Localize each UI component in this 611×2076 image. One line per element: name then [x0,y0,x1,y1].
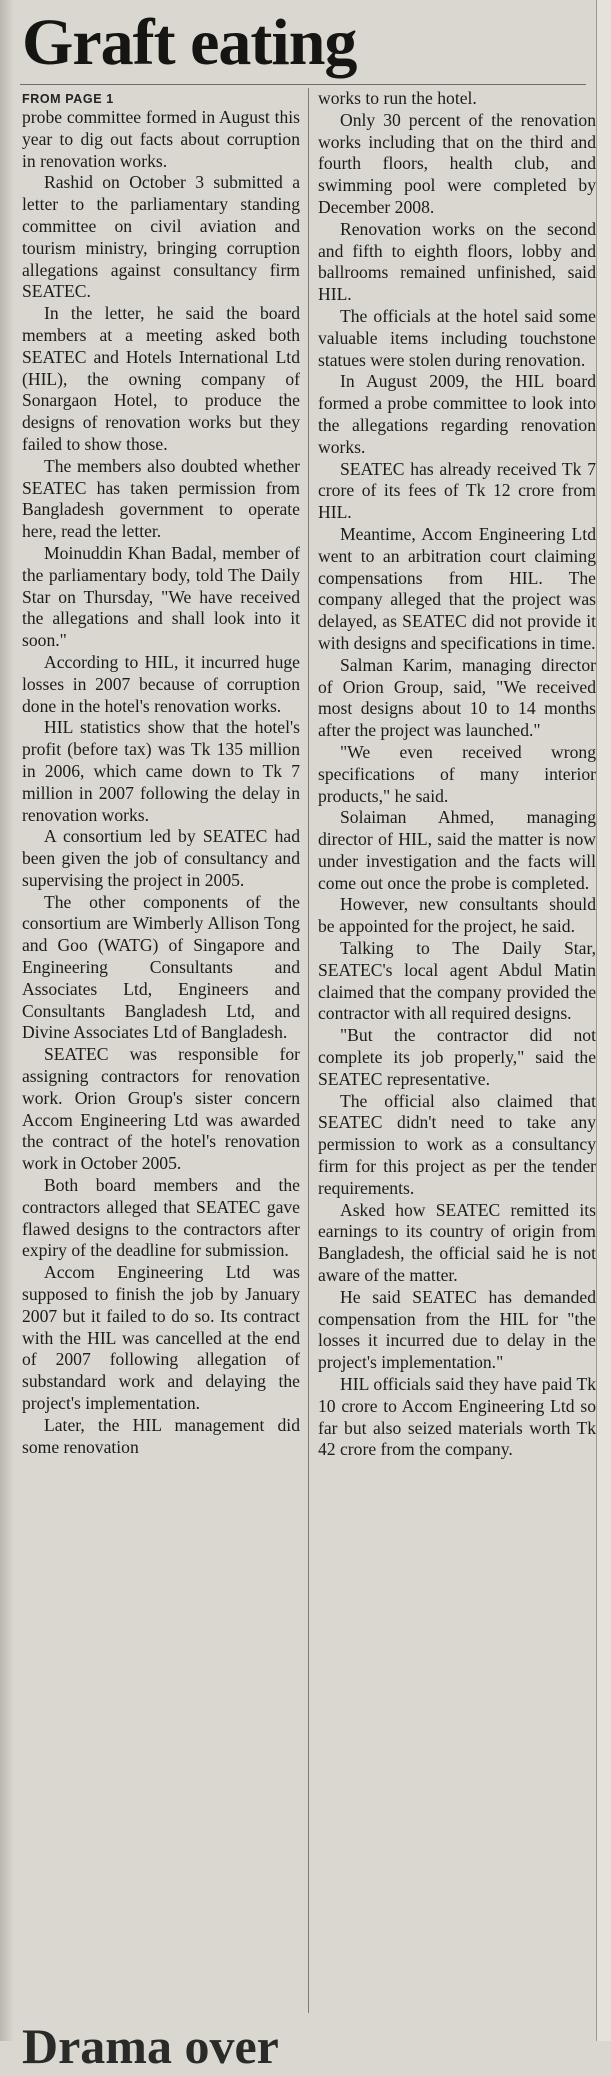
paragraph: Moinuddin Khan Badal, member of the parliamentary body, told The Daily Star on Thursday, "We have received the allegations and shall look into it soon." [22,542,300,651]
paper-fold-shadow [0,0,14,2041]
paragraph: Only 30 percent of the renovation works including that on the third and fourth floors, health club, and swimming pool were completed by December 2008. [318,109,596,217]
paragraph: In the letter, he said the board members at a meeting asked both SEATEC and Hotels International Ltd (HIL), the owning company of Sonargaon Hotel, to produce the designs of renovation works but they failed to show those. [22,303,300,454]
paragraph: The members also doubted whether SEATEC has taken permission from Bangladesh government to operate here, read the letter. [22,455,300,542]
paragraph: The other components of the consortium are Wimberly Allison Tong and Goo (WATG) of Singapore and Engineering Consultants and Associates Ltd, Engineers and Consultants Bangladesh Ltd, and Divine Associates Ltd of Bangladesh. [22,891,300,1043]
headline-rule [20,84,586,85]
paragraph: probe committee formed in August this year to dig out facts about corruption in renovation works. [22,107,300,171]
article-column-right [318,88,596,1461]
paragraph: Accom Engineering Ltd was supposed to finish the job by January 2007 but it failed to do so. Its contract with the HIL was cancelled at the end of 2007 following allegation of substandard work and delaying the project's implementation. [22,1262,300,1414]
article-headline: Graft eating [22,6,357,79]
continuation-kicker: FROM PAGE 1 [22,92,114,106]
paragraph: works to run the hotel. [318,88,477,108]
paragraph: Salman Karim, managing director of Orion Group, said, "We received most designs about 10 to 14 months after the project was launched." [318,654,596,741]
paragraph: The officials at the hotel said some valuable items including touchstone statues were stolen during renovation. [318,305,596,370]
paragraph: In August 2009, the HIL board formed a probe committee to look into the allegations regarding renovation works. [318,371,596,457]
paragraph: Solaiman Ahmed, managing director of HIL, said the matter is now under investigation and the facts will come out once the probe is completed. [318,807,596,893]
article-column-left [22,88,300,1458]
paragraph: Later, the HIL management did some renovation [22,1414,300,1457]
paragraph: He said SEATEC has demanded compensation from the HIL for "the losses it incurred due to delay in the project's implementation." [318,1286,596,1373]
paragraph: According to HIL, it incurred huge losses in 2007 because of corruption done in the hotel's renovation works. [22,651,300,716]
paragraph: A consortium led by SEATEC had been given the job of consultancy and supervising the project in 2005. [22,826,300,890]
paragraph: Renovation works on the second and fifth to eighth floors, lobby and ballrooms remained unfinished, said HIL. [318,218,596,305]
paragraph: However, new consultants should be appointed for the project, he said. [318,894,596,937]
paragraph: Both board members and the contractors alleged that SEATEC gave flawed designs to the contractors after expiry of the deadline for submission. [22,1175,300,1261]
paragraph: Asked how SEATEC remitted its earnings to its country of origin from Bangladesh, the official said he is not aware of the matter. [318,1199,596,1286]
paragraph: HIL officials said they have paid Tk 10 crore to Accom Engineering Ltd so far but also seized materials worth Tk 42 crore from the company. [318,1374,596,1460]
paragraph: "But the contractor did not complete its job properly," said the SEATEC representative. [318,1025,596,1089]
paragraph: Talking to The Daily Star, SEATEC's local agent Abdul Matin claimed that the company provided the contractor with all required designs. [318,938,596,1024]
paragraph: Meantime, Accom Engineering Ltd went to an arbitration court claiming compensations from HIL. The company alleged that the project was delayed, as SEATEC did not provide it with designs and specifications in time. [318,523,596,653]
paragraph: HIL statistics show that the hotel's profit (before tax) was Tk 135 million in 2006, which came down to Tk 7 million in 2007 following the delay in renovation works. [22,717,300,825]
paragraph: "We even received wrong specifications of many interior products," he said. [318,741,596,806]
next-article-headline: Drama over [22,2018,279,2074]
paragraph: The official also claimed that SEATEC didn't need to take any permission to work as a consultancy firm for this project as per the tender requirements. [318,1090,596,1198]
paragraph: Rashid on October 3 submitted a letter to the parliamentary standing committee on civil aviation and tourism ministry, bringing corruption allegations against consultancy firm SEATEC. [22,172,300,302]
column-divider [308,88,309,2013]
paragraph: SEATEC was responsible for assigning contractors for renovation work. Orion Group's sister concern Accom Engineering Ltd was awarded the contract of the hotel's renovation work in October 2005. [22,1044,300,1174]
paragraph: SEATEC has already received Tk 7 crore of its fees of Tk 12 crore from HIL. [318,458,596,523]
adjacent-page-edge [596,0,611,2041]
